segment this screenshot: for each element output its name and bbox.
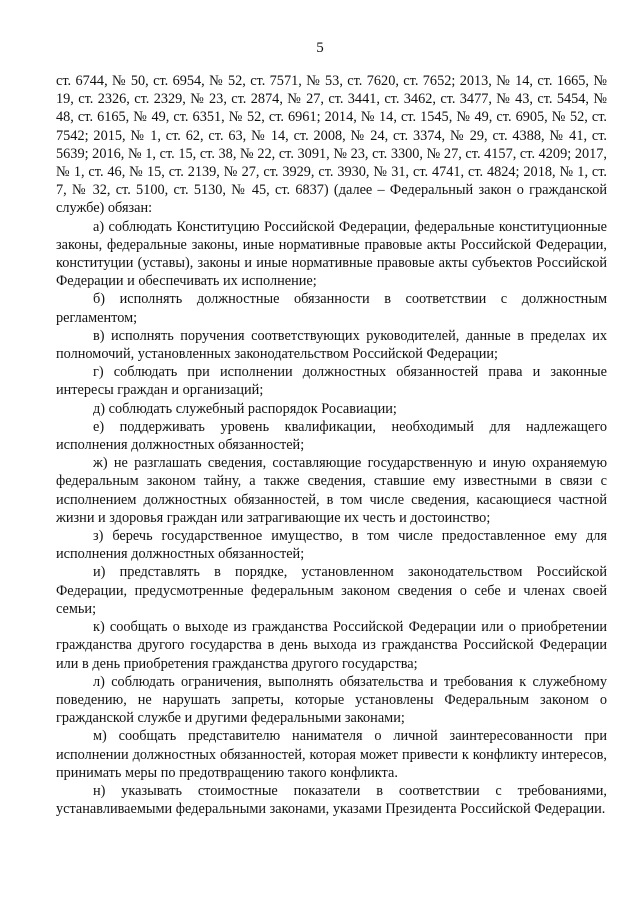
list-item-e: е) поддерживать уровень квалификации, необходимый для надлежащего исполнения должностных обязанностей; <box>56 418 607 454</box>
list-item-v: в) исполнять поручения соответствующих руководителей, данные в пределах их полномочий, установленных законодательством Российской Федерации; <box>56 327 607 363</box>
list-item-m: м) сообщать представителю нанимателя о личной заинтересованности при исполнении должностных обязанностей, которая может привести к конфликту интересов, принимать меры по предотвращению такого конфликта. <box>56 728 607 781</box>
list-item-d: д) соблюдать служебный распорядок Росавиации; <box>93 400 397 417</box>
list-item-g: г) соблюдать при исполнении должностных обязанностей права и законные интересы граждан и организаций; <box>56 364 607 399</box>
page-number: 5 <box>316 40 324 56</box>
list-item-z: з) беречь государственное имущество, в том числе предоставленное ему для исполнения должностных обязанностей; <box>56 528 607 563</box>
list-item-n: н) указывать стоимостные показатели в соответствии с требованиями, устанавливаемыми федеральными законами, указами Президента Российской Федерации. <box>56 782 607 818</box>
list-item-l: л) соблюдать ограничения, выполнять обязательства и требования к служебному поведению, не нарушать запреты, которые установлены Федеральным законом о гражданской службе и другими федеральными законами; <box>56 673 607 727</box>
list-item-a: а) соблюдать Конституцию Российской Федерации, федеральные конституционные законы, федеральные законы, иные нормативные правовые акты Российской Федерации, конституции (уставы), законы и иные нормативные правовые акты субъектов Российской Федерации и обеспечивать их исполнение; <box>56 218 607 290</box>
list-item-zh: ж) не разглашать сведения, составляющие государственную и иную охраняемую федеральным законом тайну, а также сведения, ставшие ему известными в связи с исполнением должностных обязанностей, в том числе сведения, касающиеся частной жизни и здоровья граждан или затрагивающие их честь и достоинство; <box>56 455 607 526</box>
list-item-k: к) сообщать о выходе из гражданства Российской Федерации или о приобретении гражданства другого государства в день выхода из гражданства Российской Федерации или в день приобретения гражданства другого государства; <box>56 619 607 672</box>
intro-paragraph: ст. 6744, № 50, ст. 6954, № 52, ст. 7571, № 53, ст. 7620, ст. 7652; 2013, № 14, ст. 1665, № 19, ст. 2326, ст. 2329, № 23, ст. 2874, № 27, ст. 3441, ст. 3462, ст. 3477, № 43, ст. 5454, № 48, ст. 6165, № 49, ст. 6351, № 52, ст. 6961; 2014, № 14, ст. 1545, № 49, ст. 6905, № 52, ст. 7542; 2015, № 1, ст. 62, ст. 63, № 14, ст. 2008, № 24, ст. 3374, № 29, ст. 4388, № 41, ст. 5639; 2016, № 1, ст. 15, ст. 38, № 22, ст. 3091, № 23, ст. 3300, № 27, ст. 4157, ст. 4209; 2017, № 1, ст. 46, № 15, ст. 2139, № 27, ст. 3929, ст. 3930, № 31, ст. 4741, ст. 4824; 2018, № 1, ст. 7, № 32, ст. 5100, ст. 5130, № 45, ст. 6837) (далее – Федеральный закон о гражданской службе) обязан: <box>56 73 607 217</box>
list-item-i: и) представлять в порядке, установленном законодательством Российской Федерации, предусмотренные федеральным законом сведения о себе и членах своей семьи; <box>56 564 607 617</box>
body-text <box>56 72 607 818</box>
list-item-b: б) исполнять должностные обязанности в соответствии с должностным регламентом; <box>56 291 607 326</box>
